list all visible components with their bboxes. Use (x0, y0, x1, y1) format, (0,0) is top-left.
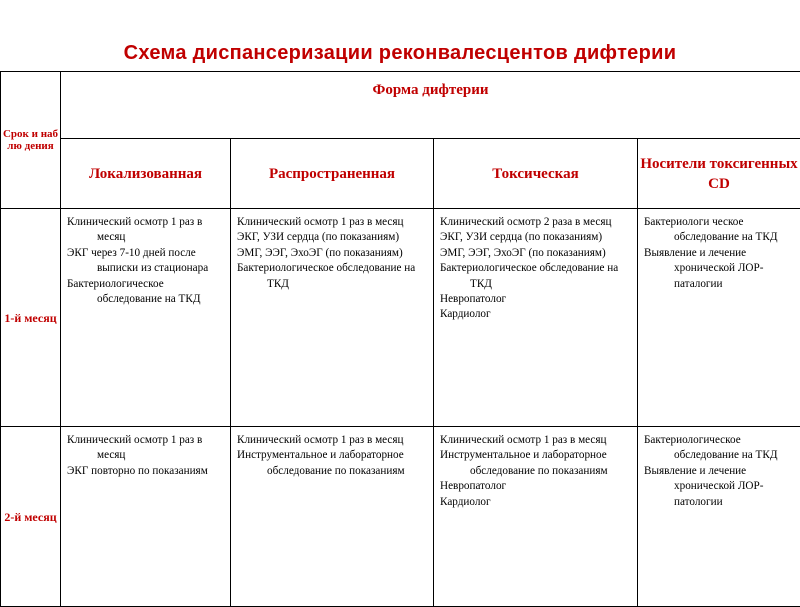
list-item: Бактериологическое обследование на ТКД (67, 277, 227, 308)
header-row-columns (1, 139, 800, 209)
list-item: Инструментальное и лабораторное обследование по показаниям (237, 448, 430, 479)
list-item: Клинический осмотр 2 раза в месяц (440, 215, 634, 230)
table-row (1, 209, 800, 427)
content-cell (61, 427, 231, 607)
list-item: Клинический осмотр 1 раз в месяц (237, 433, 430, 448)
content-cell (61, 209, 231, 427)
list-item: Кардиолог (440, 307, 634, 322)
table-row (1, 427, 800, 607)
list-item: ЭКГ, УЗИ сердца (по показаниям) (237, 230, 430, 245)
list-item: Бактериологическое обследование на ТКД (644, 433, 797, 464)
list-item: Кардиолог (440, 495, 634, 510)
period-cell: 1-й месяц (1, 209, 61, 427)
content-cell (434, 209, 638, 427)
form-header-cell: Форма дифтерии (61, 72, 800, 139)
list-item: Выявление и лечение хронической ЛОР-патологии (644, 464, 797, 510)
list-item: ЭМГ, ЭЭГ, ЭхоЭГ (по показаниям) (440, 246, 634, 261)
list-item: Клинический осмотр 1 раз в месяц (237, 215, 430, 230)
content-cell (638, 209, 800, 427)
list-item: Выявление и лечение хронической ЛОР-паталогии (644, 246, 797, 292)
list-item: Бактериологическое обследование на ТКД (440, 261, 634, 292)
list-item: Невропатолог (440, 292, 634, 307)
slide-title: Схема диспансеризации реконвалесцентов дифтерии (0, 42, 800, 65)
column-header-localized: Локализованная (61, 139, 231, 209)
list-item: Клинический осмотр 1 раз в месяц (67, 215, 227, 246)
list-item: ЭКГ через 7-10 дней после выписки из стационара (67, 246, 227, 277)
content-cell (231, 427, 434, 607)
list-item: ЭКГ повторно по показаниям (67, 464, 227, 479)
period-cell: 2-й месяц (1, 427, 61, 607)
list-item: Инструментальное и лабораторное обследование по показаниям (440, 448, 634, 479)
list-item: Невропатолог (440, 479, 634, 494)
list-item: ЭКГ, УЗИ сердца (по показаниям) (440, 230, 634, 245)
header-row-form (1, 72, 800, 139)
list-item: Бактериологи ческое обследование на ТКД (644, 215, 797, 246)
column-header-widespread: Распространенная (231, 139, 434, 209)
column-header-toxic: Токсическая (434, 139, 638, 209)
corner-header-cell (1, 72, 61, 209)
list-item: ЭМГ, ЭЭГ, ЭхоЭГ (по показаниям) (237, 246, 430, 261)
content-cell (231, 209, 434, 427)
list-item: Клинический осмотр 1 раз в месяц (67, 433, 227, 464)
corner-header-label: Срок и наблю дения (3, 128, 59, 152)
content-cell (638, 427, 800, 607)
dispensary-schedule-table (0, 71, 800, 607)
list-item: Бактериологическое обследование на ТКД (237, 261, 430, 292)
column-header-carriers: Носители токсигенных CD (638, 139, 800, 209)
content-cell (434, 427, 638, 607)
list-item: Клинический осмотр 1 раз в месяц (440, 433, 634, 448)
